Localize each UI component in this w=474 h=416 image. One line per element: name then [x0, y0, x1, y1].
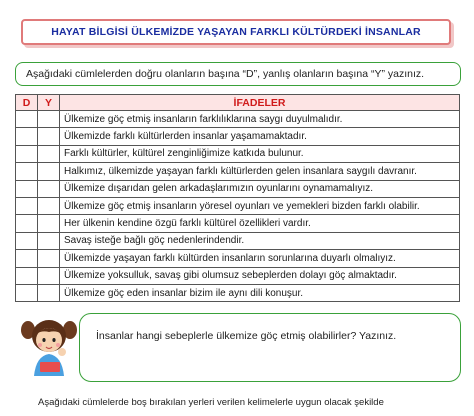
statement-text: Ülkemize yoksulluk, savaş gibi olumsuz sebeplerden dolayı göç almaktadır.	[60, 267, 460, 284]
answer-cell-d[interactable]	[16, 250, 38, 267]
table-row	[16, 145, 460, 162]
statement-text: Ülkemizde farklı kültürlerden insanlar yaşamamaktadır.	[60, 128, 460, 145]
answer-cell-d[interactable]	[16, 215, 38, 232]
table-row	[16, 250, 460, 267]
answer-cell-d[interactable]	[16, 180, 38, 197]
answer-cell-y[interactable]	[38, 111, 60, 128]
header-statements: İFADELER	[60, 95, 460, 111]
answer-cell-d[interactable]	[16, 111, 38, 128]
table-row	[16, 111, 460, 128]
table-row	[16, 215, 460, 232]
bottom-instruction: Aşağıdaki cümlelerde boş bırakılan yerleri verilen kelimelerle uygun olacak şekilde	[38, 397, 384, 408]
statement-text: Ülkemize göç etmiş insanların farklılıklarına saygı duyulmalıdır.	[60, 111, 460, 128]
answer-cell-d[interactable]	[16, 145, 38, 162]
header-d: D	[16, 95, 38, 111]
instruction-banner	[15, 62, 461, 86]
answer-cell-y[interactable]	[38, 180, 60, 197]
answer-cell-d[interactable]	[16, 267, 38, 284]
header-y: Y	[38, 95, 60, 111]
table-header-row	[16, 95, 460, 111]
answer-cell-y[interactable]	[38, 145, 60, 162]
statement-text: Ülkemize göç eden insanlar bizim ile aynı dili konuşur.	[60, 284, 460, 301]
title-banner	[21, 19, 451, 45]
answer-cell-d[interactable]	[16, 197, 38, 214]
answer-cell-y[interactable]	[38, 284, 60, 301]
answer-cell-y[interactable]	[38, 215, 60, 232]
page-title: HAYAT BİLGİSİ ÜLKEMİZDE YAŞAYAN FARKLI KÜLTÜRDEKİ İNSANLAR	[51, 26, 421, 38]
statement-text: Halkımız, ülkemizde yaşayan farklı kültürlerden gelen insanlara saygılı davranır.	[60, 163, 460, 180]
answer-cell-y[interactable]	[38, 163, 60, 180]
answer-cell-y[interactable]	[38, 232, 60, 249]
question-text: İnsanlar hangi sebeplerle ülkemize göç etmiş olabilirler? Yazınız.	[96, 330, 397, 342]
girl-illustration	[16, 316, 82, 378]
answer-cell-d[interactable]	[16, 284, 38, 301]
table-row	[16, 180, 460, 197]
statement-text: Savaş isteğe bağlı göç nedenlerindendir.	[60, 232, 460, 249]
statement-text: Farklı kültürler, kültürel zenginliğimize katkıda bulunur.	[60, 145, 460, 162]
statement-text: Her ülkenin kendine özgü farklı kültürel özellikleri vardır.	[60, 215, 460, 232]
table-row	[16, 128, 460, 145]
statement-text: Ülkemizde yaşayan farklı kültürden insanların sorunlarına duyarlı olmalıyız.	[60, 250, 460, 267]
question-box[interactable]	[79, 313, 461, 382]
answer-cell-y[interactable]	[38, 250, 60, 267]
answer-cell-y[interactable]	[38, 267, 60, 284]
table-row	[16, 232, 460, 249]
answer-cell-y[interactable]	[38, 128, 60, 145]
answer-cell-y[interactable]	[38, 197, 60, 214]
statement-text: Ülkemize dışarıdan gelen arkadaşlarımızın oyunlarını oynamamalıyız.	[60, 180, 460, 197]
answer-cell-d[interactable]	[16, 163, 38, 180]
instruction-text: Aşağıdaki cümlelerden doğru olanların başına “D”, yanlış olanların başına “Y” yazınız.	[26, 68, 425, 80]
table-row	[16, 284, 460, 301]
statements-table	[15, 94, 460, 302]
statement-text: Ülkemize göç etmiş insanların yöresel oyunları ve yemekleri bizden farklı olabilir.	[60, 197, 460, 214]
table-row	[16, 163, 460, 180]
table-row	[16, 267, 460, 284]
answer-cell-d[interactable]	[16, 128, 38, 145]
answer-cell-d[interactable]	[16, 232, 38, 249]
table-row	[16, 197, 460, 214]
